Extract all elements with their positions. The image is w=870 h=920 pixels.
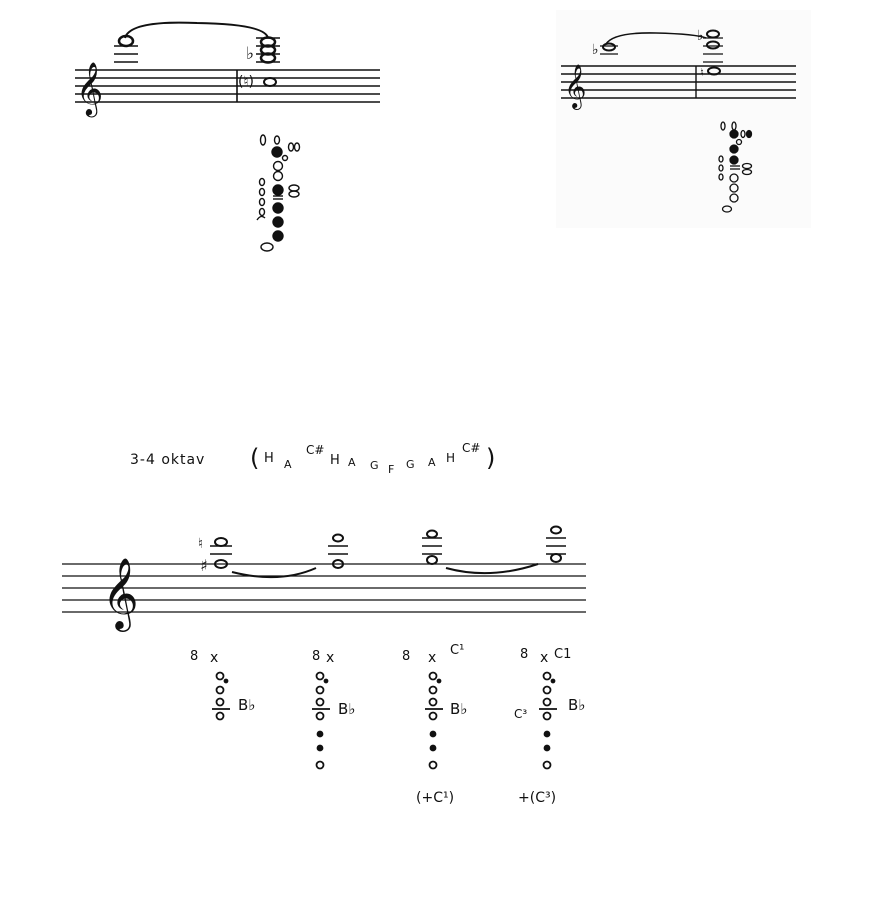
thumb-key-label: x <box>540 650 549 666</box>
octave-key-label: 8 <box>520 647 529 662</box>
sequence-paren-close: ) <box>486 444 496 472</box>
chord-note <box>422 531 442 565</box>
side-key-label: B♭ <box>450 700 468 718</box>
side-key-label: B♭ <box>568 696 586 714</box>
octave-key-label: 8 <box>402 649 411 664</box>
chord-note <box>546 527 566 563</box>
fingering-column <box>190 649 255 720</box>
sequence-note: H <box>446 451 456 465</box>
fingering-column <box>514 647 585 806</box>
sequence-note: A <box>284 458 292 471</box>
side-key-label: B♭ <box>338 700 356 718</box>
sequence-paren-open: ( <box>250 444 260 472</box>
chord-note <box>256 38 280 63</box>
fingering-diagram <box>719 122 752 212</box>
side-key-label: B♭ <box>238 696 256 714</box>
fingering-note: +(C³) <box>518 790 557 806</box>
tie <box>606 33 706 44</box>
sequence-note: F <box>388 463 395 476</box>
flat-accidental: ♭ <box>592 42 599 58</box>
bottom-svg <box>50 430 650 830</box>
treble-clef-icon: 𝄞 <box>564 64 587 108</box>
tie <box>446 564 538 573</box>
sequence-note: A <box>428 456 436 469</box>
octave-key-label: 8 <box>312 649 321 664</box>
octave-key-label: 8 <box>190 649 199 664</box>
top-left-staff-svg <box>70 10 385 250</box>
top-right-staff-svg <box>556 10 811 228</box>
bottom-section <box>50 430 650 830</box>
whole-note <box>264 78 276 86</box>
thumb-key-label: x <box>210 650 219 666</box>
whole-note <box>600 44 618 55</box>
thumb-key-label: x <box>428 650 437 666</box>
tie <box>125 23 268 38</box>
fingering-note: (+C¹) <box>416 790 455 806</box>
sequence-note: G <box>370 459 379 472</box>
top-left-staff-lines <box>75 70 380 102</box>
extra-key-label: C1 <box>554 647 572 662</box>
thumb-key-label: x <box>326 650 335 666</box>
flat-accidental: ♭ <box>697 28 704 44</box>
whole-note <box>114 36 138 62</box>
sequence-note: C# <box>462 441 481 455</box>
chord-note <box>328 535 348 569</box>
chord-note <box>703 31 723 63</box>
fingering-column <box>312 649 355 769</box>
fingering-column <box>402 643 467 806</box>
extra-key-label: C¹ <box>450 643 465 658</box>
sequence-note: H <box>264 451 274 466</box>
left-key-label: C³ <box>514 707 528 721</box>
flat-accidental: ♭ <box>246 44 255 64</box>
natural-accidental: (♮) <box>238 74 254 90</box>
heading-octave: 3-4 oktav <box>130 452 206 468</box>
natural-accidental: ♮ <box>198 536 204 552</box>
treble-clef-icon: 𝄞 <box>102 556 139 629</box>
treble-clef-icon: 𝄞 <box>76 61 104 115</box>
sequence-note: C# <box>306 443 325 457</box>
fingering-diagram <box>257 135 300 251</box>
sequence-note: H <box>330 453 340 468</box>
top-right-notation <box>556 10 811 228</box>
top-left-notation <box>70 10 385 250</box>
sequence-note: A <box>348 456 356 469</box>
note-sequence <box>250 441 495 476</box>
sharp-accidental: ♯ <box>200 556 208 575</box>
top-right-staff-lines <box>561 66 796 98</box>
sequence-note: G <box>406 458 415 471</box>
natural-accidental: ♮ <box>700 66 704 79</box>
